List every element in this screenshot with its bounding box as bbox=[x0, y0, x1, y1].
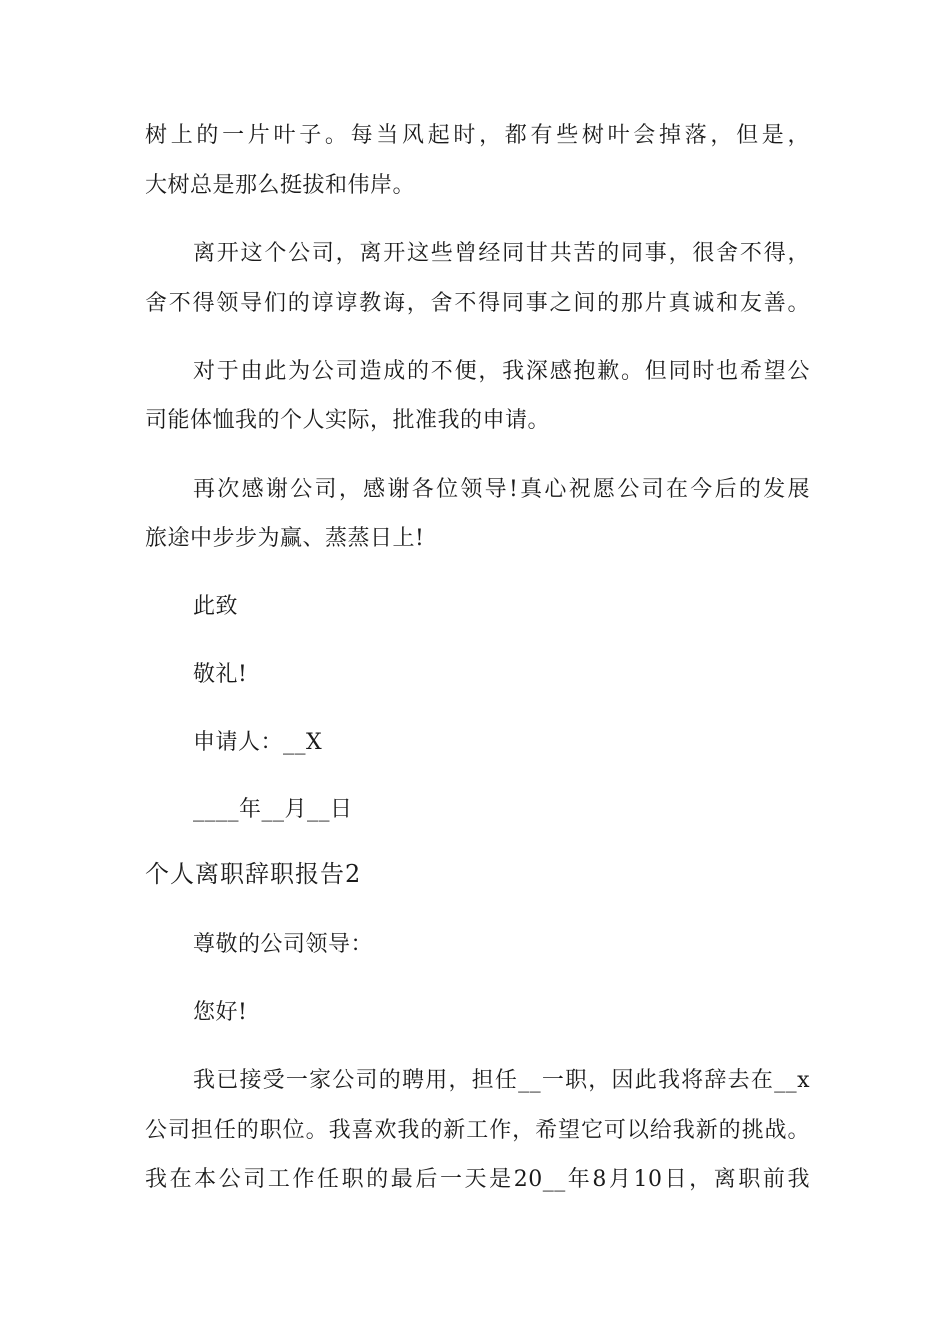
paragraph-line: 公司担任的职位。我喜欢我的新工作，希望它可以给我新的挑战。 bbox=[145, 1118, 810, 1143]
paragraph-line: 司能体恤我的个人实际，批准我的申请。 bbox=[145, 408, 551, 433]
paragraph-line: 对于由此为公司造成的不便，我深感抱歉。但同时也希望公 bbox=[193, 359, 810, 384]
paragraph-line: 再次感谢公司，感谢各位领导!真心祝愿公司在今后的发展 bbox=[193, 477, 810, 502]
paragraph-line: 我已接受一家公司的聘用，担任__一职，因此我将辞去在__x bbox=[193, 1068, 810, 1093]
closing-regards: 敬礼! bbox=[193, 662, 248, 687]
section-heading: 个人离职辞职报告2 bbox=[145, 860, 362, 888]
paragraph-line: 旅途中步步为赢、蒸蒸日上! bbox=[145, 526, 425, 551]
greeting-line: 尊敬的公司领导： bbox=[193, 932, 374, 957]
paragraph-line: 树上的一片叶子。每当风起时，都有些树叶会掉落，但是， bbox=[145, 123, 810, 148]
applicant-signature: 申请人：__X bbox=[193, 730, 323, 755]
date-line: ____年__月__日 bbox=[193, 797, 353, 822]
paragraph-line: 我在本公司工作任职的最后一天是20__年8月10日，离职前我 bbox=[145, 1167, 810, 1192]
closing-salutation: 此致 bbox=[193, 594, 239, 619]
greeting-hello: 您好! bbox=[193, 1000, 248, 1025]
paragraph-line: 离开这个公司，离开这些曾经同甘共苦的同事，很舍不得， bbox=[193, 241, 810, 266]
paragraph-line: 舍不得领导们的谆谆教诲，舍不得同事之间的那片真诚和友善。 bbox=[145, 291, 810, 316]
paragraph-line: 大树总是那么挺拔和伟岸。 bbox=[145, 173, 416, 198]
